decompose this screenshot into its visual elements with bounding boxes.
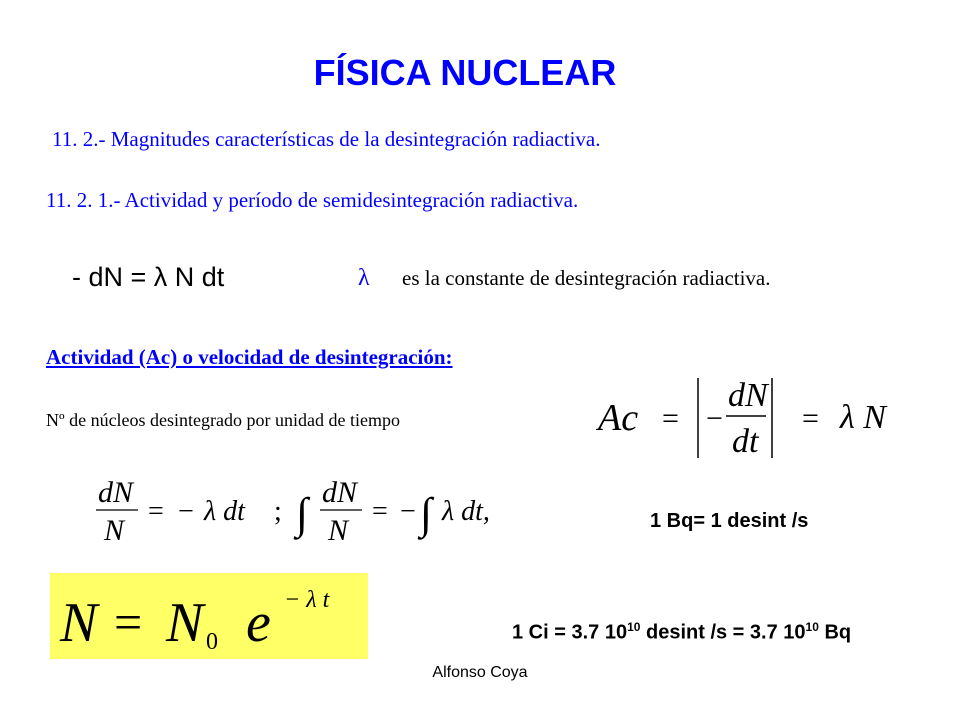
- int-sep: ;: [274, 496, 282, 527]
- ci-suffix: Bq: [818, 621, 852, 644]
- formula-equals-2: =: [802, 402, 819, 435]
- lambda-symbol: λ: [358, 265, 370, 291]
- subsection-heading: 11. 2. 1.- Actividad y período de semidesintegración radiactiva.: [46, 188, 579, 212]
- decay-law-n: N: [60, 592, 98, 654]
- decay-equation: - dN = λ N dt: [72, 262, 225, 292]
- int-minus-1: −: [178, 496, 194, 527]
- formula-minus: −: [706, 402, 723, 435]
- int-minus-2: −: [400, 496, 416, 527]
- decay-law-exponent: − λ t: [284, 587, 330, 613]
- int-num-2: dN: [322, 476, 358, 509]
- decay-law-e: e: [246, 592, 271, 654]
- int-eq-1: =: [148, 496, 164, 527]
- slide-title: FÍSICA NUCLEAR: [313, 52, 617, 93]
- decay-law-equals: =: [114, 594, 143, 650]
- integration-equation: [90, 470, 520, 550]
- decay-law-n0: N: [166, 592, 204, 654]
- formula-equals: =: [662, 402, 679, 435]
- activity-formula: [590, 370, 920, 465]
- int-num-1: dN: [98, 476, 134, 509]
- decay-law-box: [50, 573, 368, 659]
- formula-ac: Ac: [598, 397, 639, 439]
- footer-author: Alfonso Coya: [432, 664, 528, 681]
- decay-law-formula: [50, 573, 368, 659]
- section-heading: 11. 2.- Magnitudes características de la desintegración radiactiva.: [52, 127, 601, 151]
- int-end: λ dt,: [442, 496, 490, 527]
- int-lambda-dt: λ dt: [204, 496, 245, 527]
- activity-heading: Actividad (Ac) o velocidad de desintegración:: [46, 345, 453, 369]
- formula-rhs: λ N: [840, 399, 886, 436]
- curie-definition: [512, 620, 851, 645]
- int-eq-2: =: [372, 496, 388, 527]
- becquerel-definition: 1 Bq= 1 desint /s: [650, 510, 809, 532]
- ci-prefix: 1 Ci = 3.7 10: [512, 621, 628, 644]
- formula-numerator: dN: [728, 377, 768, 414]
- ci-exponent-2: 10: [805, 620, 819, 634]
- integral-sign-1: ∫: [296, 489, 309, 538]
- lambda-description: es la constante de desintegración radiactiva.: [402, 266, 771, 290]
- integral-sign-2: ∫: [420, 489, 433, 538]
- ci-middle: desint /s = 3.7 10: [640, 621, 806, 644]
- ci-exponent: 10: [627, 620, 641, 634]
- int-den-1: N: [104, 514, 125, 547]
- activity-definition: Nº de núcleos desintegrado por unidad de tiempo: [46, 410, 400, 430]
- decay-law-subscript-0: 0: [206, 629, 218, 655]
- int-den-2: N: [328, 514, 349, 547]
- formula-denominator: dt: [732, 423, 759, 460]
